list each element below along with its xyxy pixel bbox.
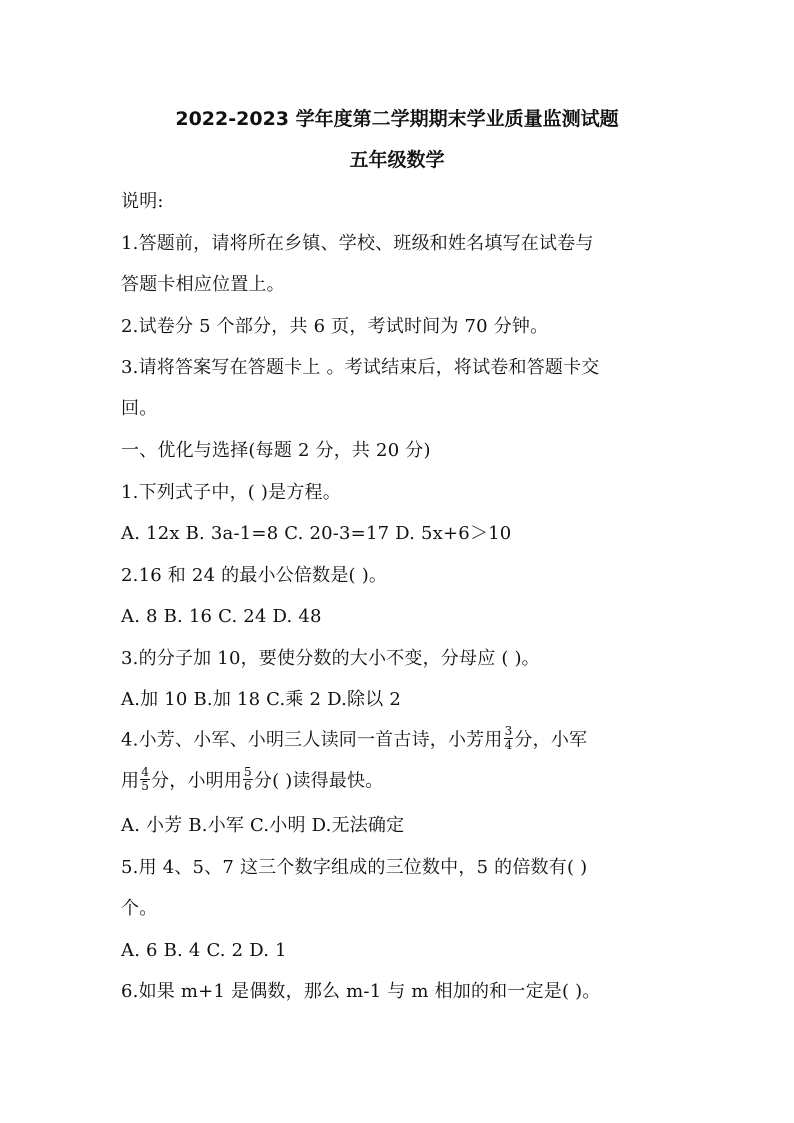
question-3-stem: 3.的分子加 10，要使分数的大小不变，分母应 ( )。 — [121, 648, 540, 669]
question-1-stem: 1.下列式子中，( )是方程。 — [121, 482, 341, 503]
question-2-stem: 2.16 和 24 的最小公倍数是( )。 — [121, 565, 388, 586]
fraction-numerator: 5 — [244, 765, 252, 779]
fraction-numerator: 3 — [504, 724, 513, 738]
question-4-text-c: 用 — [121, 770, 140, 792]
exam-subtitle: 五年级数学 — [349, 149, 445, 171]
instructions-heading: 说明: — [121, 191, 164, 212]
question-4-text-e: 分( )读得最快。 — [253, 770, 384, 792]
question-3-options: A.加 10 B.加 18 C.乘 2 D.除以 2 — [121, 689, 401, 710]
fraction-denominator: 5 — [141, 779, 150, 793]
fraction-denominator: 4 — [504, 738, 513, 752]
instruction-item-3-line-2: 回。 — [121, 398, 158, 419]
question-4-options: A. 小芳 B.小军 C.小明 D.无法确定 — [121, 815, 405, 836]
fraction-denominator: 6 — [244, 779, 252, 793]
section-1-heading: 一、优化与选择(每题 2 分，共 20 分) — [121, 440, 431, 461]
fraction-three-quarters — [504, 725, 514, 752]
instruction-item-1-line-1: 1.答题前，请将所在乡镇、学校、班级和姓名填写在试卷与 — [121, 233, 594, 254]
exam-title: 2022-2023 学年度第二学期期末学业质量监测试题 — [175, 108, 619, 130]
question-5-stem-line-2: 个。 — [121, 898, 158, 919]
question-5-stem-line-1: 5.用 4、5、7 这三个数字组成的三位数中，5 的倍数有( ) — [121, 857, 588, 878]
question-4-stem-line-2 — [121, 765, 384, 795]
question-2-options: A. 8 B. 16 C. 24 D. 48 — [121, 606, 322, 627]
question-1-options: A. 12x B. 3a-1=8 C. 20-3=17 D. 5x+6＞10 — [121, 523, 512, 544]
question-6-stem: 6.如果 m+1 是偶数，那么 m-1 与 m 相加的和一定是( )。 — [121, 981, 601, 1002]
fraction-four-fifths — [140, 766, 150, 793]
instruction-item-3-line-1: 3.请将答案写在答题卡上 。考试结束后，将试卷和答题卡交 — [121, 357, 600, 378]
question-4-text-d: 分，小明用 — [151, 770, 243, 792]
fraction-five-sixths — [243, 766, 253, 793]
fraction-numerator: 4 — [141, 765, 150, 779]
instruction-item-2: 2.试卷分 5 个部分，共 6 页，考试时间为 70 分钟。 — [121, 316, 549, 337]
question-5-options: A. 6 B. 4 C. 2 D. 1 — [121, 940, 287, 961]
question-4-text-b: 分，小军 — [514, 729, 588, 751]
instruction-item-1-line-2: 答题卡相应位置上。 — [121, 274, 285, 295]
question-4-stem-line-1 — [121, 724, 588, 754]
question-4-text-a: 4.小芳、小军、小明三人读同一首古诗，小芳用 — [121, 729, 503, 751]
